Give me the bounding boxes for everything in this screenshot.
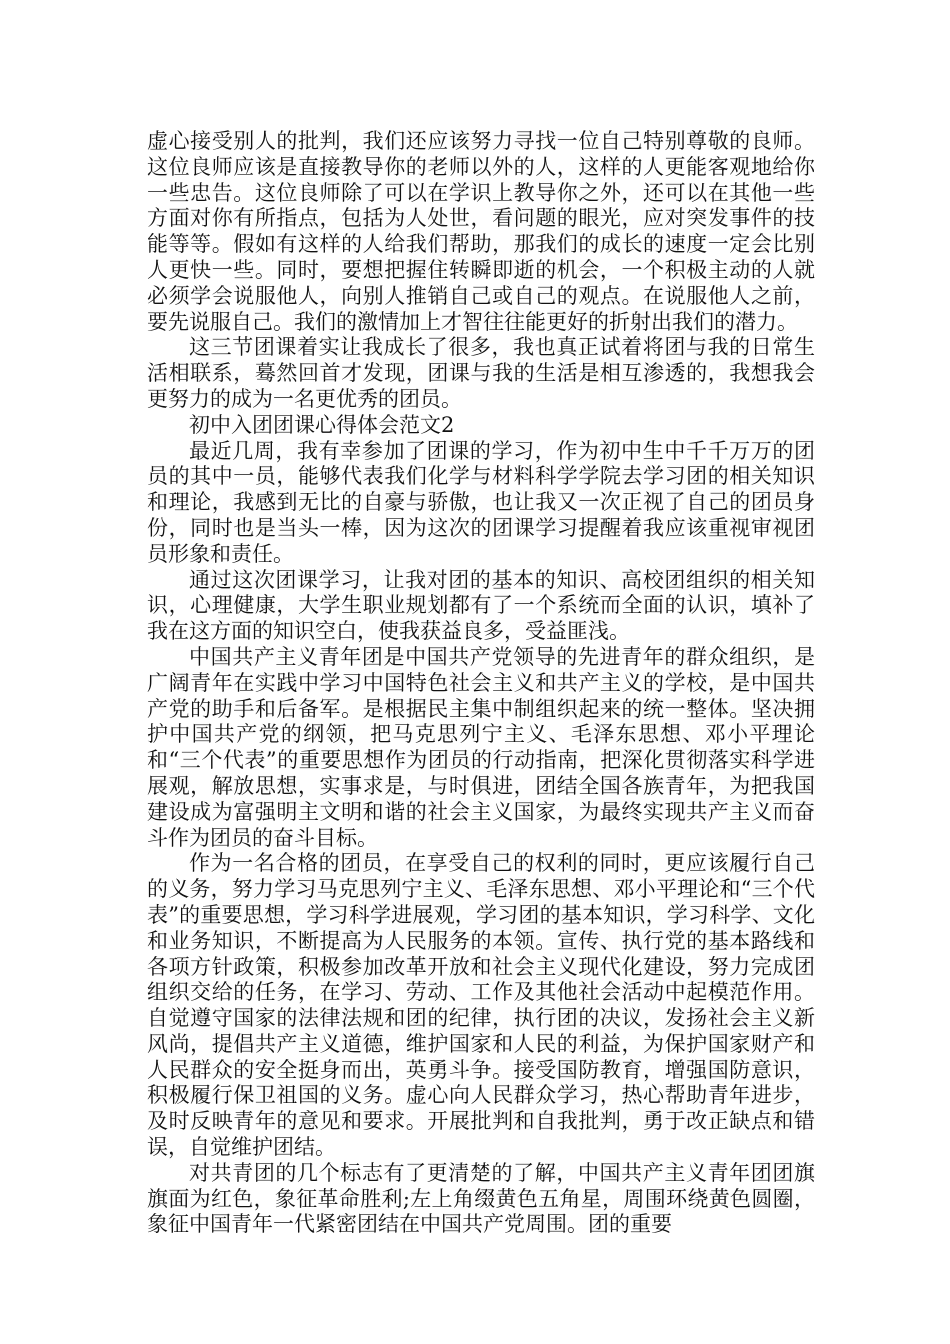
body-text — [147, 129, 815, 1238]
paragraph: 作为一名合格的团员，在享受自己的权利的同时，更应该履行自己的义务，努力学习马克思列宁主义、毛泽东思想、邓小平理论和“三个代表”的重要思想，学习科学进展观，学习团的基本知识，学习科学、文化和业务知识，不断提高为人民服务的本领。宣传、执行党的基本路线和各项方针政策，积极参加改革开放和社会主义现代化建设，努力完成团组织交给的任务，在学习、劳动、工作及其他社会活动中起模范作用。自觉遵守国家的法律法规和团的纪律，执行团的决议，发扬社会主义新风尚，提倡共产主义道德，维护国家和人民的利益，为保护国家财产和人民群众的安全挺身而出，英勇斗争。接受国防教育，增强国防意识，积极履行保卫祖国的义务。虚心向人民群众学习，热心帮助青年进步，及时反映青年的意见和要求。开展批判和自我批判，勇于改正缺点和错误，自觉维护团结。 — [147, 851, 815, 1160]
paragraph: 这三节团课着实让我成长了很多，我也真正试着将团与我的日常生活相联系，蓦然回首才发现，团课与我的生活是相互渗透的，我想我会更努力的成为一名更优秀的团员。 — [147, 335, 815, 411]
paragraph: 通过这次团课学习，让我对团的基本的知识、高校团组织的相关知识，心理健康，大学生职业规划都有了一个系统而全面的认识，填补了我在这方面的知识空白，使我获益良多，受益匪浅。 — [147, 567, 815, 644]
paragraph: 对共青团的几个标志有了更清楚的了解，中国共产主义青年团团旗旗面为红色，象征革命胜利;左上角缀黄色五角星，周围环绕黄色圆圈，象征中国青年一代紧密团结在中国共产党周围。团的重要 — [147, 1160, 815, 1237]
section-heading: 初中入团团课心得体会范文2 — [189, 412, 455, 437]
paragraph: 最近几周，我有幸参加了团课的学习，作为初中生中千千万万的团员的其中一员，能够代表我们化学与材料科学学院去学习团的相关知识和理论，我感到无比的自豪与骄傲，也让我又一次正视了自己的团员身份，同时也是当头一棒，因为这次的团课学习提醒着我应该重视审视团员形象和责任。 — [147, 438, 815, 566]
paragraph-continuation: 虚心接受别人的批判，我们还应该努力寻找一位自己特别尊敬的良师。这位良师应该是直接教导你的老师以外的人，这样的人更能客观地给你一些忠告。这位良师除了可以在学识上教导你之外，还可以在其他一些方面对你有所指点，包括为人处世，看问题的眼光，应对突发事件的技能等等。假如有这样的人给我们帮助，那我们的成长的速度一定会比别人更快一些。同时，要想把握住转瞬即逝的机会，一个积极主动的人就必须学会说服他人，向别人推销自己或自己的观点。在说服他人之前，要先说服自己。我们的激情加上才智往往能更好的折射出我们的潜力。 — [147, 129, 815, 334]
paragraph: 中国共产主义青年团是中国共产党领导的先进青年的群众组织，是广阔青年在实践中学习中国特色社会主义和共产主义的学校，是中国共产党的助手和后备军。是根据民主集中制组织起来的统一整体。坚决拥护中国共产党的纲领，把马克思列宁主义、毛泽东思想、邓小平理论和“三个代表”的重要思想作为团员的行动指南，把深化贯彻落实科学进展观，解放思想，实事求是，与时俱进，团结全国各族青年，为把我国建设成为富强明主文明和谐的社会主义国家，为最终实现共产主义而奋斗作为团员的奋斗目标。 — [147, 644, 815, 850]
